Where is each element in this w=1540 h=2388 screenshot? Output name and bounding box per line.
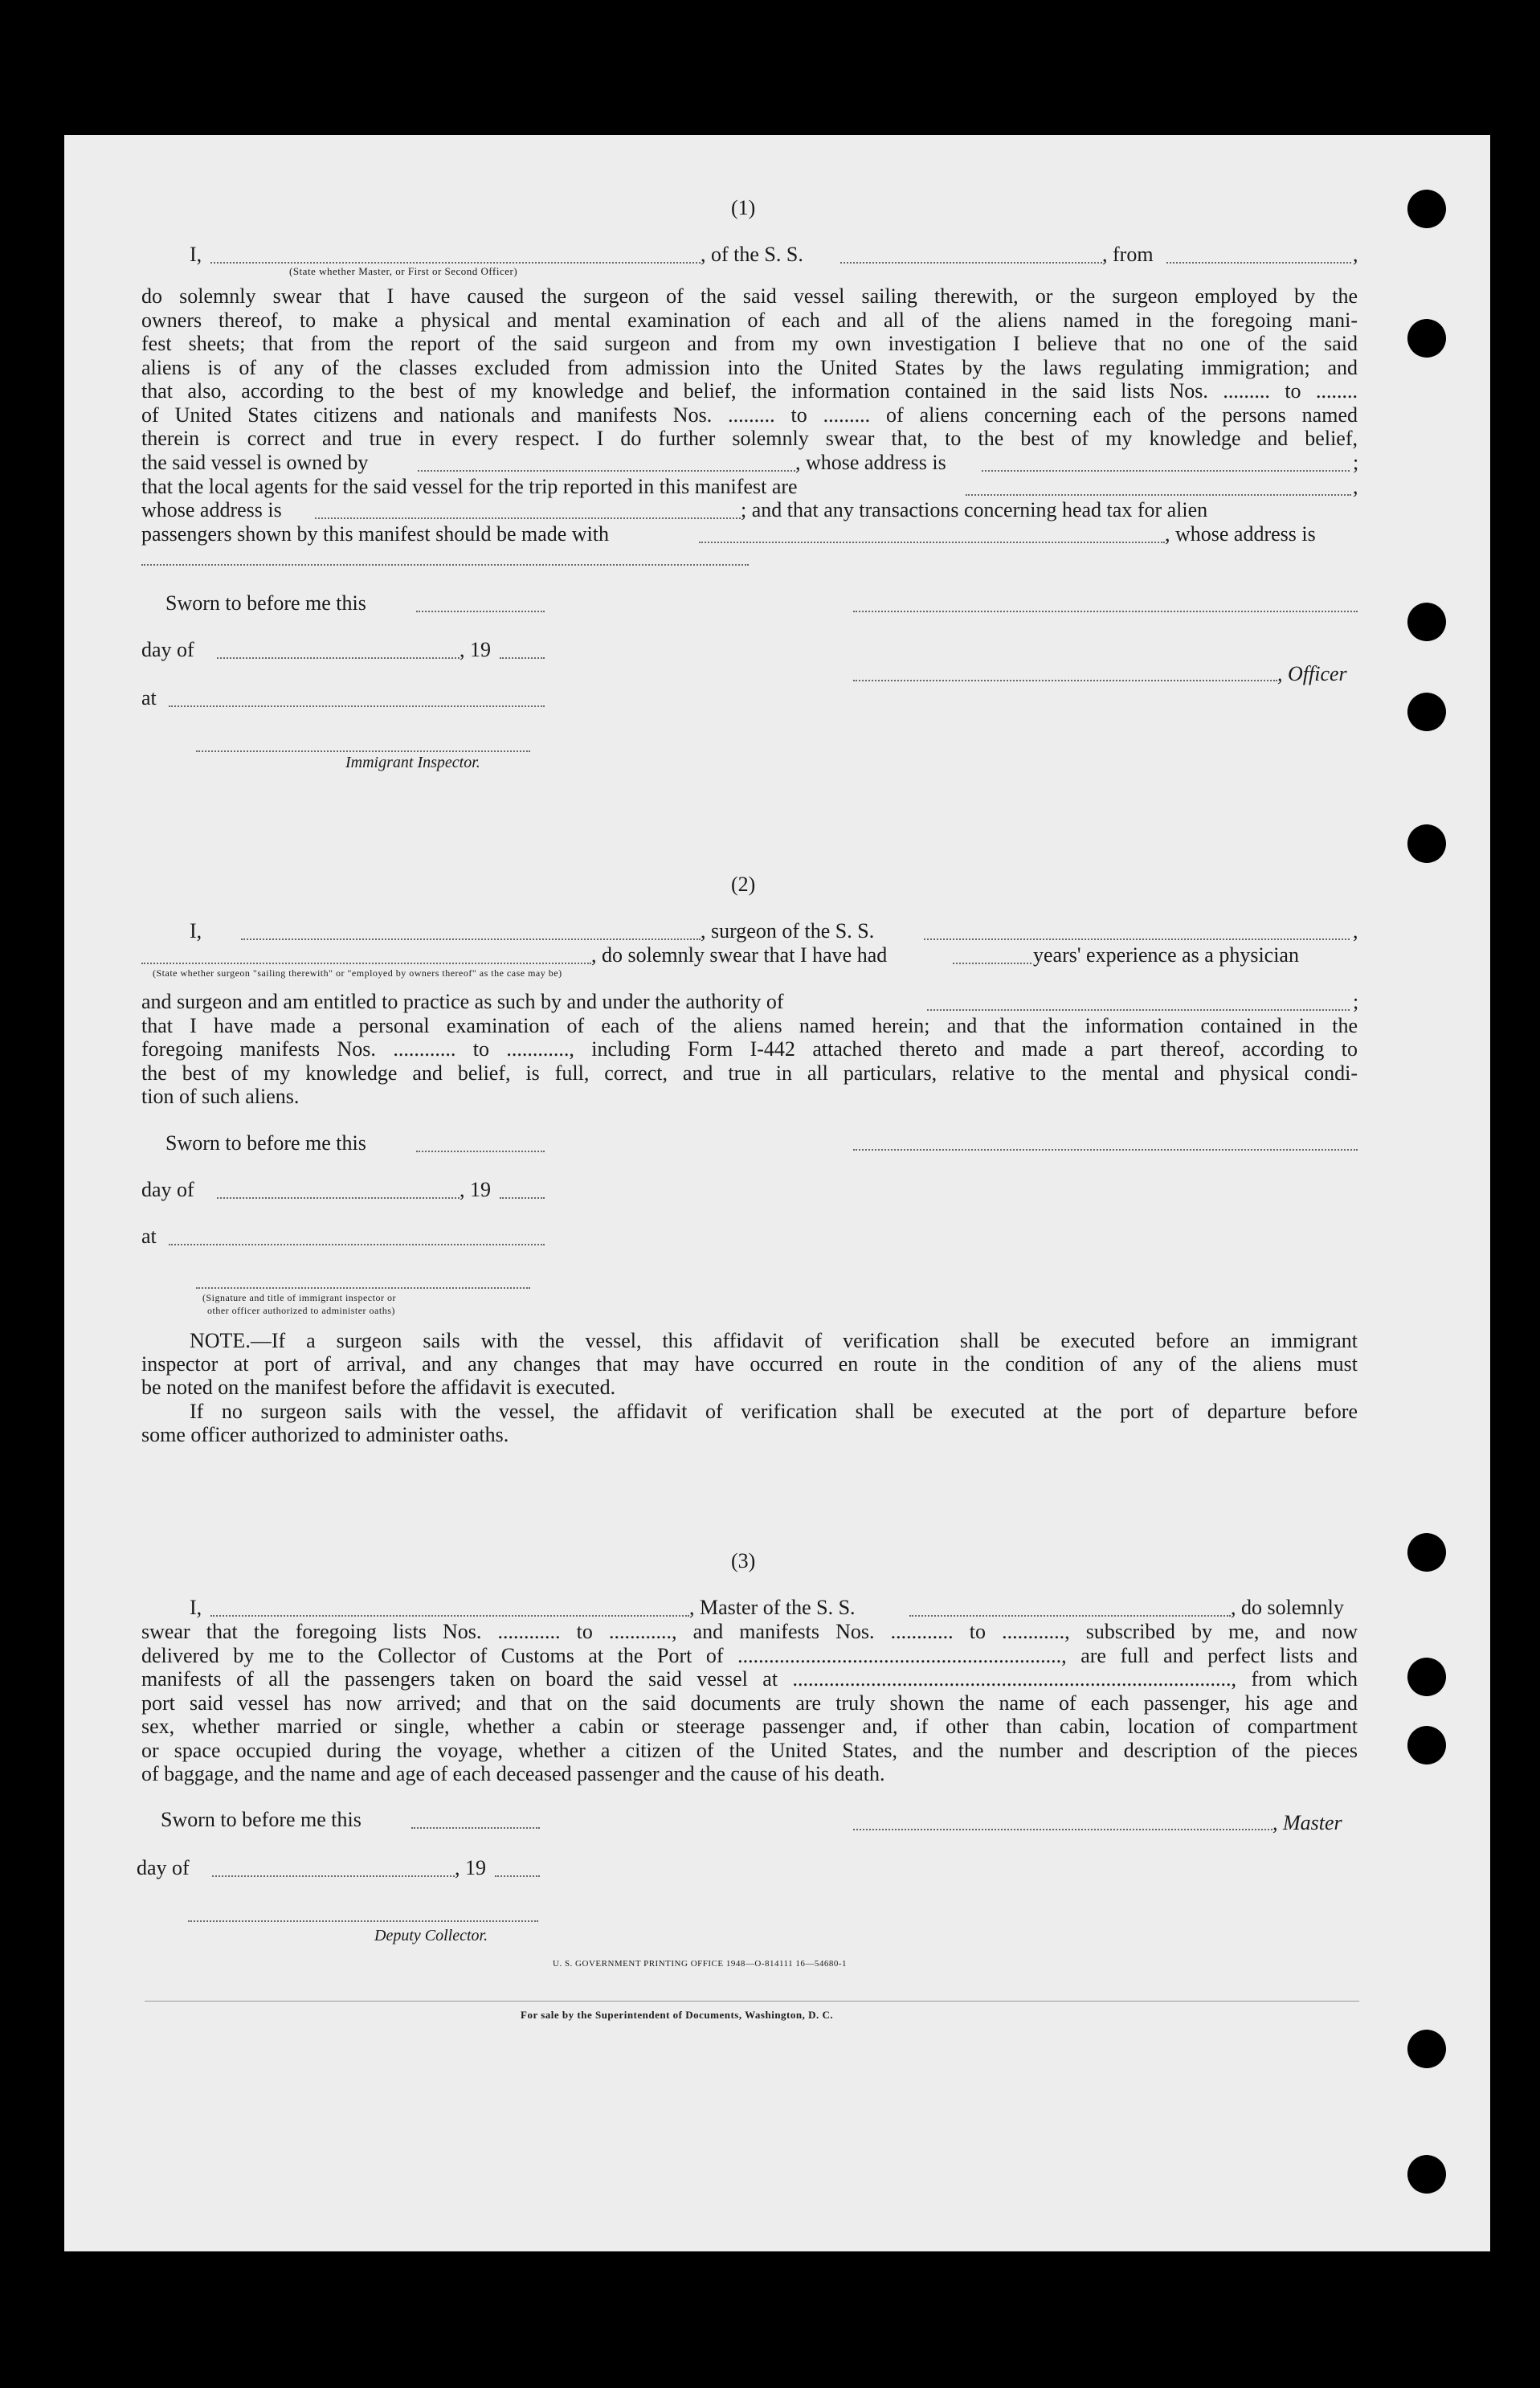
owned-by-label: the said vessel is owned by [141, 451, 369, 474]
oath-line: foregoing manifests Nos. ............ to ............, including Form I-442 attached thereto and made a part thereof, according to [141, 1037, 1358, 1061]
binder-hole [1407, 1726, 1446, 1764]
oath-line: swear that the foregoing lists Nos. ............ to ............, and manifests Nos. ............ to ............, subscribed by me, and now [141, 1620, 1358, 1643]
oath-line: or space occupied during the voyage, whether a citizen of the United States, and the number and description of the pieces [141, 1739, 1358, 1762]
oath-line: of baggage, and the name and age of each deceased passenger and the cause of his death. [141, 1762, 885, 1785]
comma: , [1353, 475, 1358, 498]
oath-i: I, [190, 243, 202, 266]
vessel-of-label: , of the S. S. [701, 243, 803, 266]
year-label: , 19 [455, 1856, 486, 1879]
oath-line: tion of such aliens. [141, 1085, 300, 1108]
oath-line: the best of my knowledge and belief, is full, correct, and true in all particulars, relative to the mental and physical condi- [141, 1061, 1358, 1085]
oath-line: port said vessel has now arrived; and that on the said documents are truly shown the name of each passenger, his age and [141, 1691, 1358, 1715]
binder-hole [1407, 824, 1446, 863]
oath-line: that I have made a personal examination of each of the aliens named herein; and that the information contained in the [141, 1014, 1358, 1037]
day-field[interactable] [217, 657, 460, 659]
inspector-label: Immigrant Inspector. [345, 754, 480, 771]
gpo-imprint: U. S. GOVERNMENT PRINTING OFFICE 1948—O-814111 16—54680-1 [553, 1959, 848, 1969]
oath-line: do solemnly swear that I have caused the surgeon of the said vessel sailing therewith, or the surgeon employed by the [141, 284, 1358, 308]
binder-hole [1407, 693, 1446, 731]
comma: , [1353, 243, 1358, 266]
master-of-label: , Master of the S. S. [689, 1596, 856, 1619]
sworn-date-field[interactable] [416, 1151, 545, 1152]
section-2-number: (2) [731, 873, 756, 896]
local-agents-label: that the local agents for the said vessel for the trip reported in this manifest are [141, 475, 798, 498]
whose-address-label: , whose address is [1165, 522, 1316, 546]
oath-i: I, [190, 919, 202, 943]
surgeon-signature-line[interactable] [853, 1149, 1358, 1151]
from-label: , from [1102, 243, 1154, 266]
oath-line: aliens is of any of the classes excluded from admission into the United States by the laws regulating immigration; and [141, 356, 1358, 379]
deputy-collector-line[interactable] [188, 1920, 538, 1922]
binder-hole [1407, 190, 1446, 228]
day-field[interactable] [217, 1197, 460, 1199]
year-label: , 19 [460, 1178, 491, 1201]
at-label: at [141, 686, 157, 709]
oath-i: I, [190, 1596, 202, 1619]
binder-hole [1407, 2155, 1446, 2194]
officer-signature-line-1[interactable] [853, 611, 1358, 612]
year-field[interactable] [500, 657, 545, 659]
oath-line: of United States citizens and nationals and manifests Nos. ......... to ......... of aliens concerning each of the persons named [141, 403, 1358, 427]
day-of-label: day of [141, 638, 194, 661]
surgeon-name-field[interactable] [241, 938, 701, 940]
day-field[interactable] [212, 1875, 455, 1877]
deputy-collector-label: Deputy Collector. [374, 1927, 488, 1944]
sworn-date-field[interactable] [411, 1827, 540, 1829]
note-line: inspector at port of arrival, and any changes that may have occurred en route in the condition of any of the aliens must [141, 1352, 1358, 1376]
at-field[interactable] [169, 705, 545, 707]
vessel-name-field[interactable] [840, 262, 1102, 264]
binder-hole [1407, 603, 1446, 641]
sale-notice: For sale by the Superintendent of Documents, Washington, D. C. [521, 2009, 834, 2021]
oath-line: delivered by me to the Collector of Customs at the Port of .............................................................., are full and perfect lists and [141, 1644, 1358, 1667]
note-line: be noted on the manifest before the affidavit is executed. [141, 1376, 616, 1399]
officer-label: , Officer [1277, 662, 1347, 685]
swear-text: , do solemnly swear that I have had [591, 943, 888, 967]
binder-hole [1407, 1658, 1446, 1696]
signature-note: other officer authorized to administer oaths) [207, 1305, 395, 1316]
oath-line: manifests of all the passengers taken on board the said vessel at ...................................................................................., from which [141, 1667, 1358, 1691]
surgeon-of-label: , surgeon of the S. S. [701, 919, 875, 943]
year-label: , 19 [460, 638, 491, 661]
owner-address-field[interactable] [982, 470, 1350, 472]
at-label: at [141, 1225, 157, 1248]
officer-signature-line-2[interactable] [853, 680, 1277, 681]
officer-name-field[interactable] [210, 262, 701, 264]
comma: , [1353, 919, 1358, 943]
section-3-number: (3) [731, 1549, 756, 1572]
whose-address-label: whose address is [141, 498, 282, 521]
sworn-label: Sworn to before me this [165, 591, 366, 615]
oath-line: sex, whether married or single, whether a cabin or steerage passenger and, if other than cabin, location of compartment [141, 1715, 1358, 1738]
semicolon: ; [1353, 451, 1359, 474]
state-note: (State whether surgeon "sailing therewith" or "employed by owners thereof" as the case may be) [153, 967, 562, 979]
day-of-label: day of [141, 1178, 194, 1201]
footer-rule [145, 2001, 1359, 2002]
passengers-text: passengers shown by this manifest should be made with [141, 522, 610, 546]
state-note: (State whether Master, or First or Second Officer) [289, 265, 518, 277]
binder-hole [1407, 2030, 1446, 2068]
years-text: years' experience as a physician [1033, 943, 1299, 967]
whose-address-label: , whose address is [795, 451, 946, 474]
agents-field[interactable] [966, 494, 1351, 496]
agents-address-field[interactable] [315, 517, 741, 519]
surgeon-capacity-field[interactable] [141, 963, 591, 964]
semicolon: ; [1353, 990, 1359, 1013]
head-tax-text: ; and that any transactions concerning head tax for alien [741, 498, 1208, 521]
head-tax-address-field[interactable] [141, 564, 749, 566]
binder-hole [1407, 319, 1446, 358]
note-line: If no surgeon sails with the vessel, the affidavit of verification shall be executed at the port of departure before [190, 1400, 1358, 1423]
authority-field[interactable] [927, 1009, 1350, 1011]
note-line: some officer authorized to administer oaths. [141, 1423, 509, 1446]
at-field[interactable] [169, 1244, 545, 1245]
authority-text: and surgeon and am entitled to practice as such by and under the authority of [141, 990, 784, 1013]
oath-line: owners thereof, to make a physical and mental examination of each and all of the aliens named in the foregoing mani- [141, 309, 1358, 332]
from-port-field[interactable] [1166, 262, 1351, 264]
binder-hole [1407, 1533, 1446, 1572]
surgeon-vessel-field[interactable] [924, 938, 1350, 940]
owner-field[interactable] [418, 470, 795, 472]
master-signature-line[interactable] [853, 1829, 1272, 1830]
administering-officer-line[interactable] [196, 1287, 530, 1289]
oath-line: therein is correct and true in every respect. I do further solemnly swear that, to the best of my knowledge and belief, [141, 427, 1358, 450]
oath-line: that also, according to the best of my knowledge and belief, the information contained in the said lists Nos. ......... to ........ [141, 379, 1358, 403]
master-name-field[interactable] [210, 1615, 689, 1617]
head-tax-agent-field[interactable] [699, 542, 1165, 543]
sworn-label: Sworn to before me this [165, 1131, 366, 1155]
year-field[interactable] [495, 1875, 540, 1877]
master-vessel-field[interactable] [909, 1615, 1231, 1617]
master-label: , Master [1272, 1811, 1342, 1834]
section-1-number: (1) [731, 196, 756, 219]
day-of-label: day of [137, 1856, 190, 1879]
years-field[interactable] [953, 963, 1031, 964]
signature-note: (Signature and title of immigrant inspector or [202, 1292, 396, 1303]
sworn-date-field[interactable] [416, 611, 545, 612]
do-solemnly-text: , do solemnly [1231, 1596, 1344, 1619]
sworn-label: Sworn to before me this [161, 1808, 362, 1831]
year-field[interactable] [500, 1197, 545, 1199]
note-line: NOTE.—If a surgeon sails with the vessel, this affidavit of verification shall be executed before an immigrant [190, 1329, 1358, 1352]
oath-line: fest sheets; that from the report of the said surgeon and from my own investigation I believe that no one of the said [141, 332, 1358, 355]
